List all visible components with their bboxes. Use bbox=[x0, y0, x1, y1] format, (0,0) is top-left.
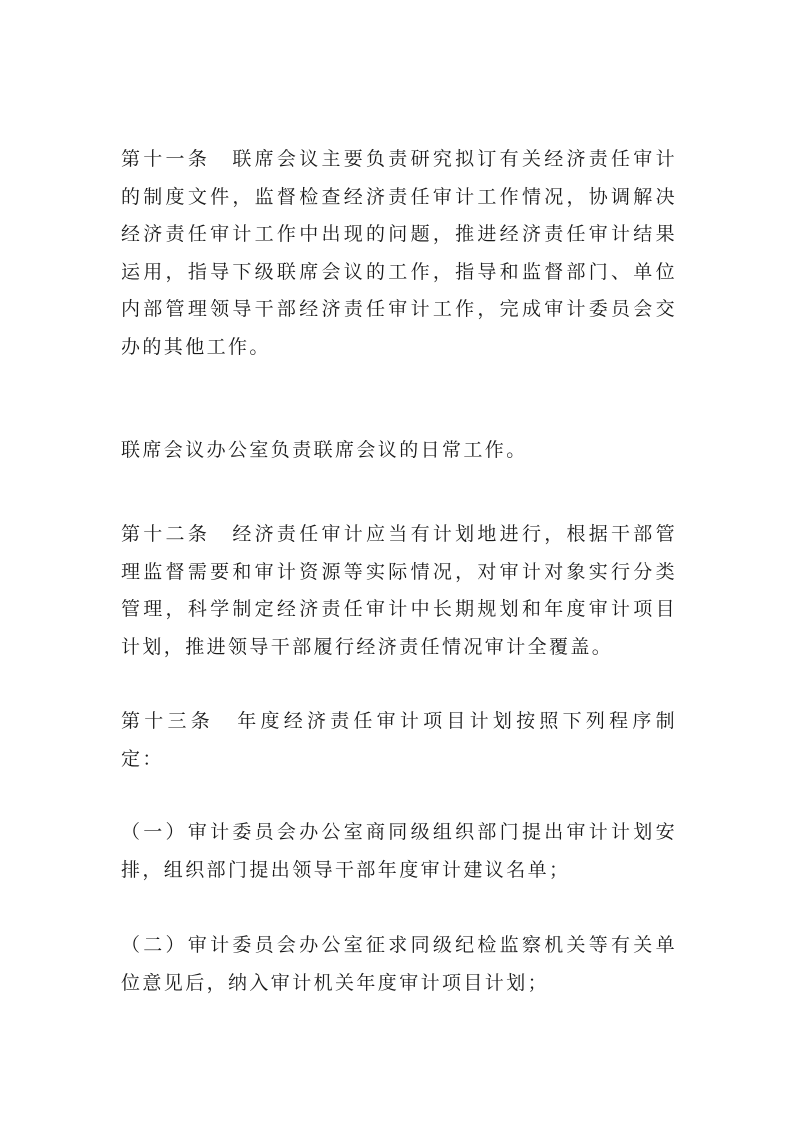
paragraph-item-2: （二）审计委员会办公室征求同级纪检监察机关等有关单位意见后，纳入审计机关年度审计项目计划； bbox=[121, 934, 677, 994]
paragraph-office-duty: 联席会议办公室负责联席会议的日常工作。 bbox=[121, 439, 528, 461]
paragraph-article-11: 第十一条 联席会议主要负责研究拟订有关经济责任审计的制度文件，监督检查经济责任审计工作情况，协调解决经济责任审计工作中出现的问题，推进经济责任审计结果运用，指导下级联席会议的工作，指导和监督部门、单位内部管理领导干部经济责任审计工作，完成审计委员会交办的其他工作。 bbox=[121, 148, 677, 358]
paragraph-item-1: （一）审计委员会办公室商同级组织部门提出审计计划安排，组织部门提出领导干部年度审计建议名单； bbox=[121, 821, 677, 881]
paragraph-article-12: 第十二条 经济责任审计应当有计划地进行，根据干部管理监督需要和审计资源等实际情况，对审计对象实行分类管理，科学制定经济责任审计中长期规划和年度审计项目计划，推进领导干部履行经济责任情况审计全覆盖。 bbox=[121, 523, 677, 658]
paragraph-article-13: 第十三条 年度经济责任审计项目计划按照下列程序制定： bbox=[121, 710, 677, 770]
